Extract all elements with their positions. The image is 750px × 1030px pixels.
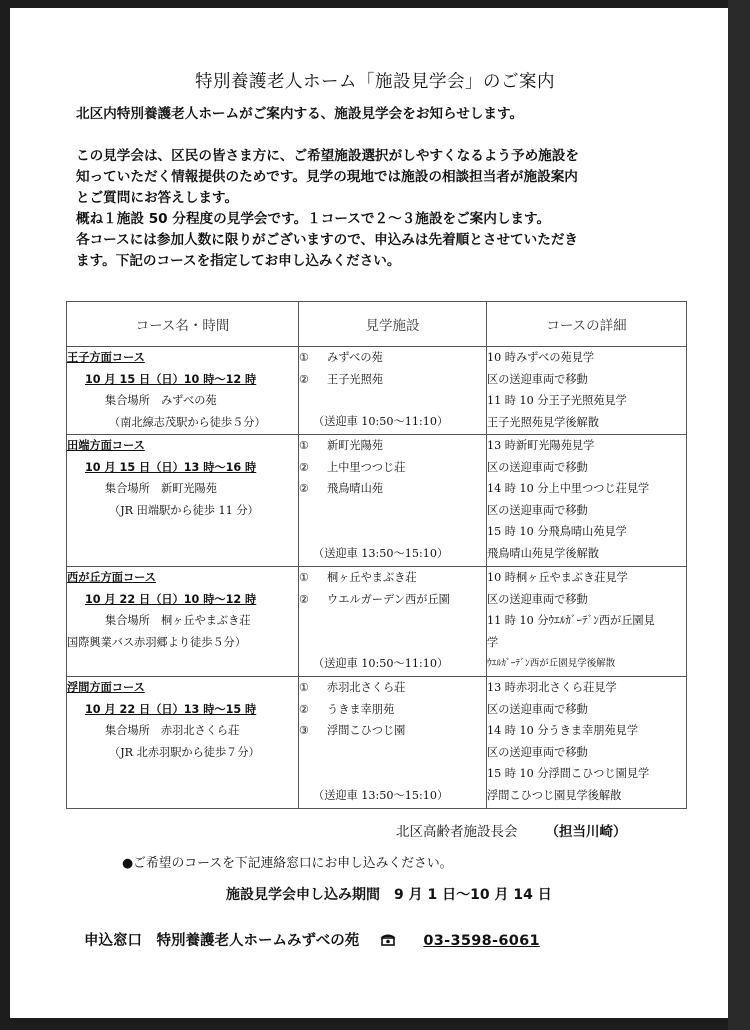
- course-facilities: [299, 435, 487, 567]
- detail-line: 15 時 10 分浮間こひつじ園見学: [487, 767, 650, 780]
- facility-item: ② 上中里つつじ荘: [299, 460, 406, 474]
- course-info: [67, 435, 299, 567]
- intro-text: [76, 104, 676, 272]
- detail-line: 10 時みずべの苑見学: [487, 351, 595, 364]
- course-name: 田端方面コース: [67, 439, 145, 452]
- course-name: 王子方面コース: [67, 351, 145, 364]
- window-label: 申込窓口 特別養護老人ホームみずべの苑: [84, 933, 360, 949]
- access-note: （南北線志茂駅から徒歩５分）: [109, 415, 266, 429]
- course-facilities: [299, 677, 487, 809]
- page-title: 特別養護老人ホーム「施設見学会」のご案内: [195, 72, 555, 92]
- course-row-tabata: [67, 435, 687, 567]
- association-name: 北区高齢者施設長会: [396, 824, 518, 840]
- facility-item: ② 王子光照苑: [299, 372, 383, 386]
- detail-line: 飛鳥晴山苑見学後解散: [487, 546, 599, 560]
- detail-line: 区の送迎車両で移動: [487, 372, 588, 386]
- course-facilities: [299, 347, 487, 435]
- facility-item: ② 飛鳥晴山苑: [299, 482, 383, 495]
- detail-line: 15 時 10 分飛鳥晴山苑見学: [487, 525, 627, 538]
- intro-paragraph: この見学会は、区民の皆さま方に、ご希望施設選択がしやすくなるよう予め施設を 知っていただく情報提供のためです。見学の現地では施設の相談担当者が施設案内 とご質問にお答えします。 概ね１施設 50 分程度の見学会です。１コースで２～３施設をご案内します。 各コースには参加人数に限りがございますので、申込みは先着順とさせていただき ます。下記のコースを指定してお申し込みください。: [76, 148, 579, 269]
- course-date: 10 月 22 日（日）13 時～15 時: [85, 702, 257, 716]
- course-date: 10 月 15 日（日）13 時～16 時: [85, 460, 257, 474]
- facility-item: ① 桐ヶ丘やまぶき荘: [299, 571, 417, 584]
- page-edge-shadow: [728, 0, 750, 1030]
- detail-line: 10 時桐ヶ丘やまぶき荘見学: [487, 571, 628, 584]
- access-note: 国際興業バス赤羽郷より徒歩５分）: [67, 635, 247, 649]
- course-table: [66, 301, 687, 809]
- shuttle-time: （送迎車 13:50～15:10）: [313, 546, 449, 560]
- meeting-place: 集合場所 赤羽北さくら荘: [105, 724, 240, 737]
- course-info: [67, 347, 299, 435]
- contact-person: （担当川崎）: [545, 824, 627, 840]
- course-row-oji: [67, 347, 687, 435]
- course-detail: [487, 567, 687, 677]
- course-name: 浮間方面コース: [67, 681, 145, 694]
- header-facilities: 見学施設: [299, 302, 487, 347]
- meeting-place: 集合場所 新町光陽苑: [105, 482, 217, 495]
- detail-line: 学: [487, 635, 499, 649]
- association-signature: [396, 820, 627, 840]
- detail-line: 13 時新町光陽苑見学: [487, 439, 595, 452]
- shuttle-time: （送迎車 10:50～11:10）: [313, 657, 449, 670]
- access-note: （JR 北赤羽駅から徒歩７分）: [109, 745, 260, 759]
- meeting-place: 集合場所 みずべの苑: [105, 394, 217, 407]
- shuttle-time: （送迎車 13:50～15:10）: [313, 788, 449, 802]
- application-window: [84, 929, 540, 950]
- detail-line: 浮間こひつじ園見学後解散: [487, 788, 622, 802]
- facility-item: ① 新町光陽苑: [299, 439, 383, 452]
- course-detail: [487, 677, 687, 809]
- detail-line: 区の送迎車両で移動: [487, 702, 588, 716]
- course-row-nishigaoka: [67, 567, 687, 677]
- course-detail: [487, 435, 687, 567]
- shuttle-time: （送迎車 10:50～11:10）: [313, 415, 449, 428]
- detail-line: ｳｴﾙｶﾞｰﾃﾞﾝ西が丘園見学後解散: [487, 658, 616, 669]
- detail-line: 13 時赤羽北さくら荘見学: [487, 681, 617, 694]
- course-date: 10 月 15 日（日）10 時～12 時: [85, 372, 257, 386]
- intro-line: 北区内特別養護老人ホームがご案内する、施設見学会をお知らせします。: [76, 106, 524, 122]
- course-name: 西が丘方面コース: [67, 571, 156, 584]
- access-note: （JR 田端駅から徒歩 11 分）: [109, 503, 259, 517]
- detail-line: 14 時 10 分上中里つつじ荘見学: [487, 482, 650, 495]
- detail-line: 14 時 10 分うきま幸朋苑見学: [487, 724, 639, 737]
- course-detail: [487, 347, 687, 435]
- telephone-icon: [380, 933, 396, 946]
- detail-line: 区の送迎車両で移動: [487, 592, 588, 606]
- detail-line: 区の送迎車両で移動: [487, 503, 588, 517]
- facility-item: ① 赤羽北さくら荘: [299, 681, 406, 694]
- facility-item: ③ 浮間こひつじ園: [299, 724, 406, 737]
- course-facilities: [299, 567, 487, 677]
- application-instruction: ●ご希望のコースを下記連絡窓口にお申し込みください。: [122, 856, 453, 871]
- header-course-name-time: コース名・時間: [67, 302, 299, 347]
- course-date: 10 月 22 日（日）10 時～12 時: [85, 592, 257, 606]
- facility-item: ② うきま幸朋苑: [299, 702, 395, 716]
- facility-item: ② ウエルガーデン西が丘園: [299, 592, 450, 606]
- detail-line: 区の送迎車両で移動: [487, 745, 588, 759]
- detail-line: 王子光照苑見学後解散: [487, 415, 599, 429]
- course-row-ukima: [67, 677, 687, 809]
- phone-number[interactable]: 03-3598-6061: [423, 933, 540, 949]
- course-info: [67, 567, 299, 677]
- detail-line: 11 時 10 分王子光照苑見学: [487, 394, 627, 407]
- application-period: 施設見学会申し込み期間 9 月 1 日～10 月 14 日: [226, 887, 552, 903]
- header-course-details: コースの詳細: [487, 302, 687, 347]
- course-info: [67, 677, 299, 809]
- detail-line: 区の送迎車両で移動: [487, 460, 588, 474]
- facility-item: ① みずべの苑: [299, 351, 383, 364]
- detail-line: 11 時 10 分ｳｴﾙｶﾞｰﾃﾞﾝ西が丘園見: [487, 614, 655, 627]
- meeting-place: 集合場所 桐ヶ丘やまぶき荘: [105, 614, 251, 627]
